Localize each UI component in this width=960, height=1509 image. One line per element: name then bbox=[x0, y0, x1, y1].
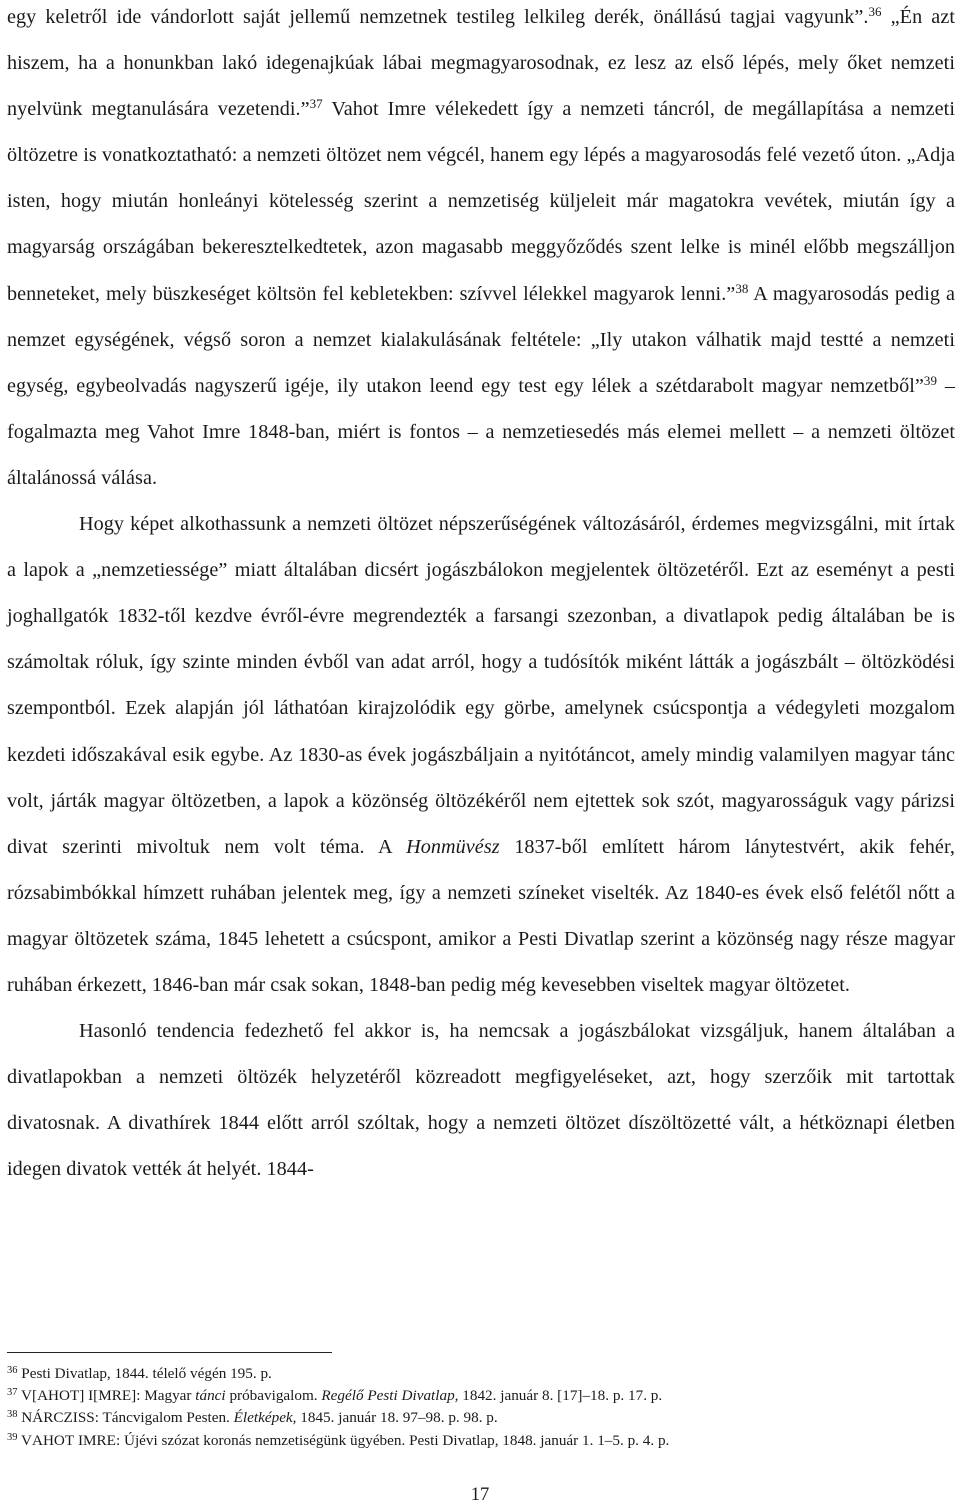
footnote-number: 38 bbox=[7, 1409, 18, 1421]
footnote-ref-38[interactable]: 38 bbox=[735, 280, 749, 296]
page-number: 17 bbox=[470, 1485, 490, 1505]
paragraph-text: – fogalmazta meg Vahot Imre 1848-ban, miért is fontos – a nemzetiesedés más elemei mellett – a nemzeti öltözet általánossá válása. bbox=[7, 374, 955, 489]
footnote-36 bbox=[7, 1363, 955, 1385]
footnotes bbox=[7, 1363, 955, 1452]
footnote-text: AHOT bbox=[32, 1431, 75, 1449]
page-body bbox=[7, 0, 955, 1192]
footnote-italic-text: tánci bbox=[195, 1387, 226, 1405]
footnote-number: 37 bbox=[7, 1386, 18, 1398]
footnote-text: ÁRCZISS bbox=[32, 1409, 95, 1427]
footnote-text: V bbox=[21, 1431, 32, 1449]
footnote-text: Pesti Divatlap, 1844. télelő végén 195. p. bbox=[21, 1365, 272, 1382]
footnote-38 bbox=[7, 1407, 955, 1429]
footnote-ref-39[interactable]: 39 bbox=[923, 372, 938, 388]
footnote-37 bbox=[7, 1385, 955, 1407]
footnote-text: ] I[ bbox=[79, 1387, 99, 1405]
footnote-separator bbox=[7, 1352, 332, 1353]
paragraph-text: egy keletről ide vándorlott saját jellemű nemzetnek testileg lelkileg derék, önállású tagjai vagyunk”. bbox=[7, 6, 869, 28]
footnote-text: AHOT bbox=[37, 1387, 80, 1405]
paragraph-3: Hasonló tendencia fedezhető fel akkor is, ha nemcsak a jogászbálokat vizsgáljuk, hanem általában a divatlapokban a nemzeti öltözék helyzetéről közreadott megfigyeléseket, azt, hogy szerzőik mit tartottak divatosnak. A divathírek 1844 előtt arról szóltak, hogy a nemzeti öltözet díszöltözetté vált, a hétköznapi életben idegen divatok vették át helyét. 1844- bbox=[7, 1020, 955, 1181]
periodical-title: Honmüvész bbox=[406, 835, 500, 858]
footnote-text: : Újévi szózat koronás nemzetiségünk ügyében. Pesti Divatlap, 1848. január 1. 1–5. p. 4. p. bbox=[115, 1431, 670, 1449]
footnote-ref-36[interactable]: 36 bbox=[868, 3, 882, 19]
paragraph-1 bbox=[7, 0, 955, 501]
footnote-number: 39 bbox=[7, 1431, 18, 1443]
footnote-text: V[ bbox=[21, 1387, 38, 1405]
footnote-text: I bbox=[74, 1431, 84, 1449]
footnote-text: 1845. január 18. 97–98. p. 98. p. bbox=[296, 1409, 498, 1427]
footnote-text: : Táncvigalom Pesten. bbox=[94, 1409, 234, 1427]
footnote-ref-37[interactable]: 37 bbox=[309, 96, 323, 112]
paragraph-2 bbox=[7, 501, 955, 1008]
footnote-text: N bbox=[21, 1409, 33, 1427]
footnote-text: MRE bbox=[83, 1431, 116, 1449]
footnote-text: próbavigalom. bbox=[225, 1387, 322, 1405]
paragraph-text: Vahot Imre vélekedett így a nemzeti táncról, de megállapítása a nemzeti öltözetre is vonatkoztatható: a nemzeti öltözet nem végcél, hanem egy lépés a magyarosodás felé vezető úton. „Adja isten, hogy miután honleányi kötelesség szerint a nemzetiség küljeleit már magatokra vevétek, miután így a magyarság országában bekeresztelkedtetek, azon magasabb meggyőződés szent lelke is minél előbb megszálljon benneteket, mely büszkeséget költsön fel kebletekben: szívvel lélekkel magyarok lenni.” bbox=[7, 98, 955, 305]
paragraph-text: A magyarosodás pedig a nemzet egységének, végső soron a nemzet kialakulásának feltétele: „Ily utakon válhatik majd testté a nemzeti egység, egybeolvadás nagyszerű igéje, ily utakon leend egy test egy lélek a szétdarabolt magyar nemzetből” bbox=[7, 282, 956, 397]
footnote-number: 36 bbox=[7, 1364, 18, 1376]
footnote-italic-text: Regélő Pesti Divatlap, bbox=[321, 1387, 459, 1405]
footnote-text: ]: Magyar bbox=[131, 1387, 196, 1405]
footnote-text: MRE bbox=[98, 1387, 132, 1405]
footnote-39 bbox=[7, 1430, 955, 1452]
footnote-italic-text: Életképek, bbox=[233, 1409, 297, 1427]
paragraph-text: „Én azt hiszem, ha a honunkban lakó idegenajkúak lábai megmagyarosodnak, ez lesz az első lépés, mely őket nemzeti nyelvünk megtanulására vezetendi.” bbox=[7, 6, 955, 121]
paragraph-text: Hogy képet alkothassunk a nemzeti öltözet népszerűségének változásáról, érdemes megvizsgálni, mit írtak a lapok a „nemzetiessége” miatt általában dicsért jogászbálokon megjelentek öltözetéről. Ezt az eseményt a pesti joghallgatók 1832-től kezdve évről-évre megrendezték a farsangi szezonban, a divatlapok pedig általában be is számoltak róluk, így szinte minden évből van adat arról, hogy a tudósítók miként látták a jogászbált – öltözködési szempontból. Ezek alapján jól láthatóan kirajzolódik egy görbe, amelynek csúcspontja a védegyleti mozgalom kezdeti időszakával esik egybe. Az 1830-as évek jogászbáljain a nyitótáncot, amely mindig valamilyen magyar tánc volt, járták magyar öltözetben, a lapok a közönség öltözékéről nem ejtettek sok szót, magyarosságuk vagy párizsi divat szerinti mivoltuk nem volt téma. A bbox=[7, 513, 955, 858]
paragraph-text: 1837-ből említett három lánytestvért, akik fehér, rózsabimbókkal hímzett ruhában jelentek meg, így a nemzeti színeket viselték. Az 1840-es évek első felétől nőtt a magyar öltözetek száma, 1845 lehetett a csúcspont, amikor a Pesti Divatlap szerint a közönség nagy része magyar ruhában érkezett, 1846-ban már csak sokan, 1848-ban pedig még kevesebben viseltek magyar öltözetet. bbox=[7, 835, 956, 996]
footnote-text: 1842. január 8. [17]–18. p. 17. p. bbox=[458, 1387, 663, 1405]
